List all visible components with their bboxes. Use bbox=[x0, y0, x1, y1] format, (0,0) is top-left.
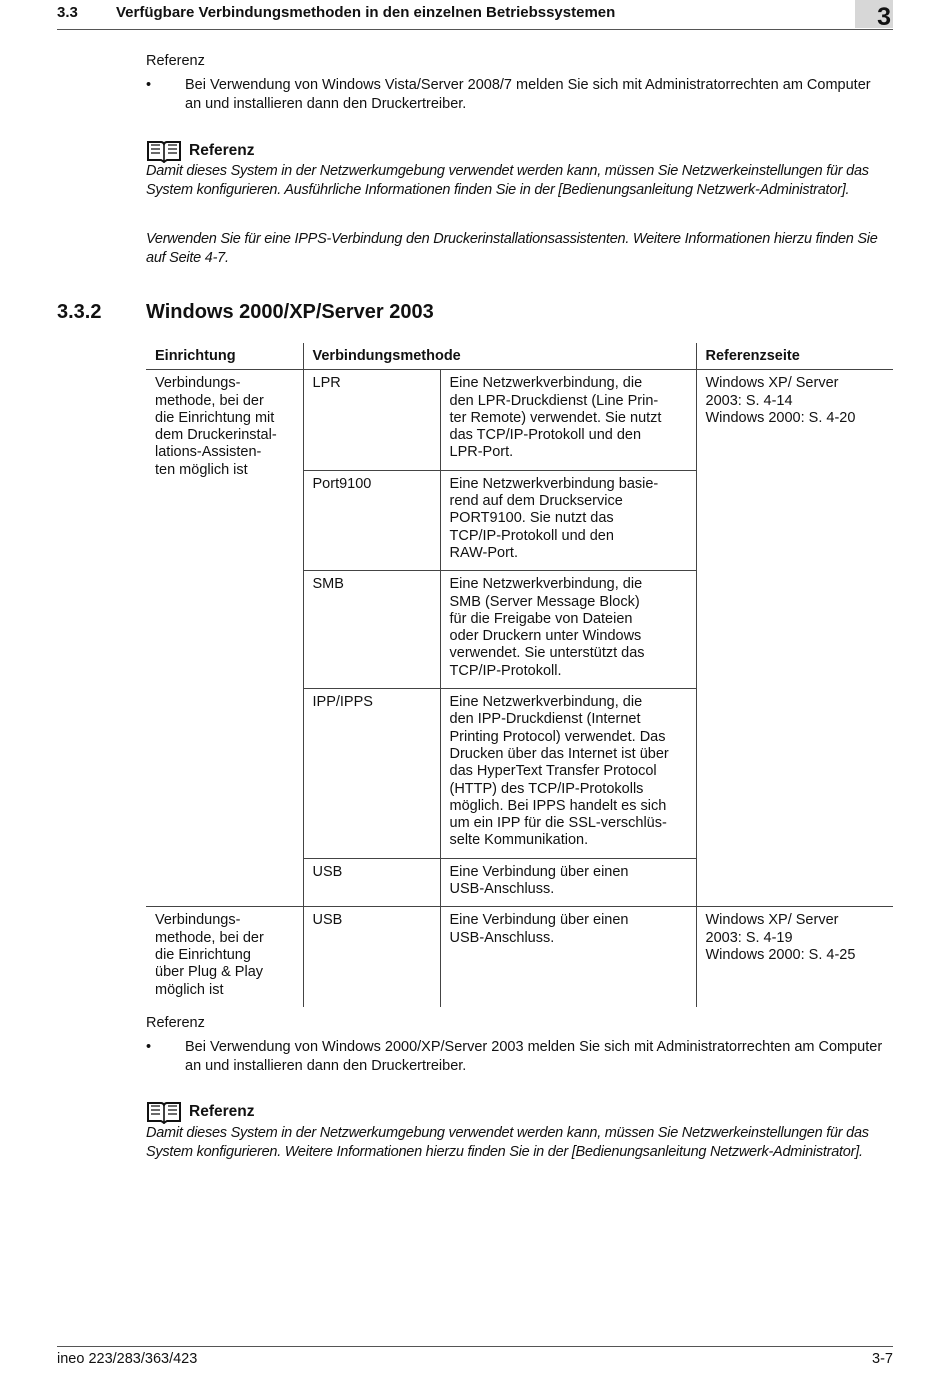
note-paragraph: Damit dieses System in der Netzwerkumgebung verwendet werden kann, müssen Sie Netzwerkeinstellungen für das System konfigurieren. Ausführliche Informationen finden Sie in der [Bedienungsanleitung Netzwerk-Administrator]. bbox=[146, 163, 869, 198]
method-description: Eine Netzwerkverbindung, die den LPR-Druckdienst (Line Prin- ter Remote) verwendet. Sie nutzt das TCP/IP-Protokoll und den LPR-Port. bbox=[440, 370, 696, 470]
reference-pages: Windows XP/ Server 2003: S. 4-19 Windows 2000: S. 4-25 bbox=[696, 907, 893, 1007]
chapter-tab: 3 bbox=[855, 0, 893, 28]
method-name: USB bbox=[303, 858, 440, 907]
reference-note-heading bbox=[146, 1100, 254, 1124]
method-description: Eine Netzwerkverbindung, die SMB (Server Message Block) für die Freigabe von Dateien oder Druckern unter Windows verwendet. Sie unterstützt das TCP/IP-Protokoll. bbox=[440, 571, 696, 689]
method-name: IPP/IPPS bbox=[303, 689, 440, 859]
footer-divider bbox=[57, 1346, 893, 1347]
bullet-icon: • bbox=[146, 77, 152, 93]
reference-pages: Windows XP/ Server 2003: S. 4-14 Windows 2000: S. 4-20 bbox=[696, 370, 893, 907]
method-name: SMB bbox=[303, 571, 440, 689]
header-title: Verfügbare Verbindungsmethoden in den einzelnen Betriebssystemen bbox=[116, 4, 616, 21]
bullet-icon: • bbox=[146, 1039, 152, 1055]
note-heading-text: Referenz bbox=[189, 1103, 255, 1120]
note-paragraph: Verwenden Sie für eine IPPS-Verbindung den Druckerinstallationsassistenten. Weitere Informationen hierzu finden Sie auf Seite 4-7. bbox=[146, 231, 878, 266]
open-book-icon bbox=[146, 139, 182, 163]
group-label: Verbindungs- methode, bei der die Einrichtung über Plug & Play möglich ist bbox=[155, 912, 264, 998]
header-section-number: 3.3 bbox=[57, 4, 78, 21]
group-label: Verbindungs- methode, bei der die Einrichtung mit dem Druckerinstal- lations-Assisten- ten möglich ist bbox=[146, 370, 303, 907]
method-description: Eine Verbindung über einen USB-Anschluss. bbox=[440, 858, 696, 907]
page-header bbox=[57, 0, 893, 30]
footer-product: ineo 223/283/363/423 bbox=[57, 1351, 198, 1367]
header-method: Verbindungsmethode bbox=[303, 343, 696, 370]
bullet-text: Bei Verwendung von Windows Vista/Server 2008/7 melden Sie sich mit Administratorrechten am Computer an und installieren dann den Druckertreiber. bbox=[185, 77, 871, 112]
method-name: Port9100 bbox=[303, 470, 440, 570]
method-name: LPR bbox=[303, 370, 440, 470]
method-description: Eine Verbindung über einen USB-Anschluss. bbox=[440, 907, 696, 1007]
bullet-text: Bei Verwendung von Windows 2000/XP/Server 2003 melden Sie sich mit Administratorrechten am Computer an und installieren dann den Druckertreiber. bbox=[185, 1039, 883, 1074]
header-setup: Einrichtung bbox=[146, 343, 303, 370]
method-name: USB bbox=[303, 907, 440, 1007]
section-number: 3.3.2 bbox=[57, 301, 102, 323]
reference-note-heading bbox=[146, 139, 254, 163]
reference-label: Referenz bbox=[146, 53, 205, 69]
open-book-icon bbox=[146, 1100, 182, 1124]
note-heading-text: Referenz bbox=[189, 142, 255, 159]
footer-page-number: 3-7 bbox=[872, 1351, 893, 1367]
table-row bbox=[146, 370, 893, 470]
table-header-row bbox=[146, 343, 893, 370]
table-row bbox=[146, 907, 893, 1007]
section-title: Windows 2000/XP/Server 2003 bbox=[146, 301, 434, 323]
reference-label: Referenz bbox=[146, 1015, 205, 1031]
note-paragraph: Damit dieses System in der Netzwerkumgebung verwendet werden kann, müssen Sie Netzwerkeinstellungen für das System konfigurieren. Weitere Informationen hierzu finden Sie in der [Bedienungsanleitung Netzwerk-Administrator]. bbox=[146, 1125, 869, 1160]
header-reference: Referenzseite bbox=[696, 343, 893, 370]
method-description: Eine Netzwerkverbindung basie- rend auf dem Druckservice PORT9100. Sie nutzt das TCP/IP-Protokoll und den RAW-Port. bbox=[440, 470, 696, 570]
method-description: Eine Netzwerkverbindung, die den IPP-Druckdienst (Internet Printing Protocol) verwendet. Das Drucken über das Internet ist über das HyperText Transfer Protocol (HTTP) des TCP/IP-Protokolls möglich. Bei IPPS handelt es sich um ein IPP für die SSL-verschlüs- selte Kommunikation. bbox=[440, 689, 696, 859]
connection-methods-table bbox=[146, 343, 893, 1007]
